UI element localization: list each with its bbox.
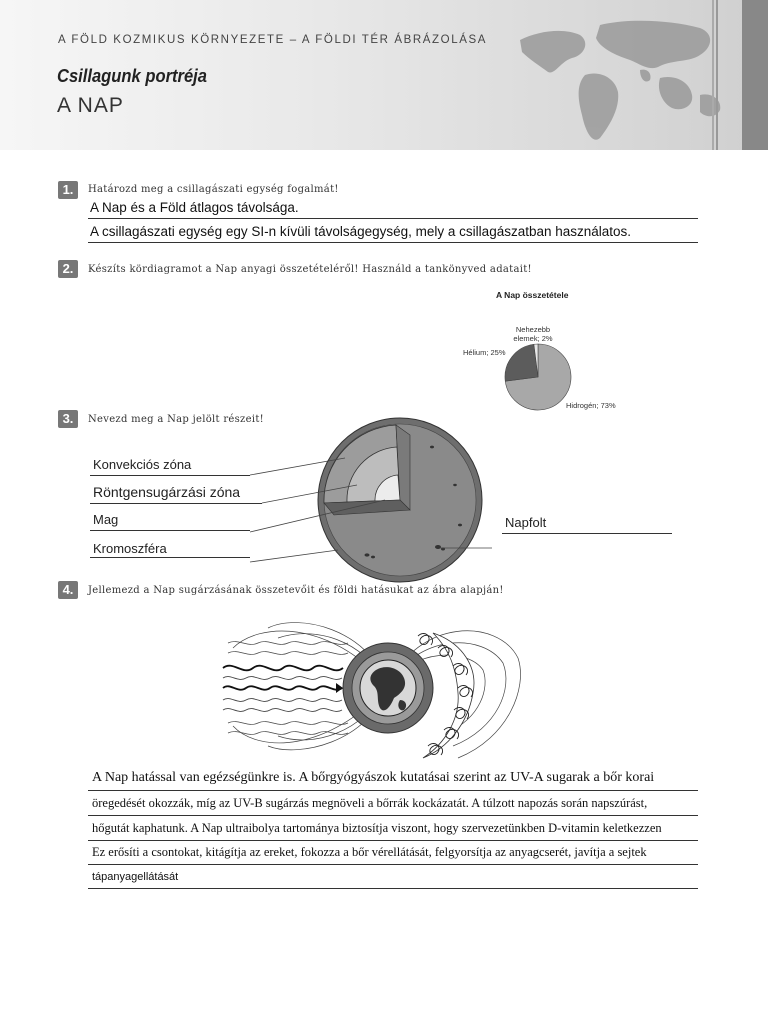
label-sunspot: Napfolt bbox=[505, 515, 547, 530]
lesson-subtitle: Csillagunk portréja bbox=[57, 66, 208, 86]
answer-line bbox=[502, 533, 672, 534]
chart-title: A Nap összetétele bbox=[496, 290, 569, 300]
task-4-question: Jellemezd a Nap sugárzásának összetevőit és földi hatásukat az ábra alapján! bbox=[88, 585, 504, 596]
task-4-answer-line-4: Ez erősíti a csontokat, kitágítja az ereket, fokozza a bőr vérellátását, felgyorsítja az anyagcserét, javítja a sejtek bbox=[92, 845, 647, 859]
task-1-answer-1: A Nap és a Föld átlagos távolsága. bbox=[90, 200, 299, 215]
task-4-number: 4. bbox=[58, 581, 78, 599]
pie-label-heavy-elements: Nehezebb elemek; 2% bbox=[513, 325, 553, 343]
answer-line bbox=[90, 530, 250, 531]
label-chromosphere: Kromoszféra bbox=[93, 541, 167, 556]
label-convection-zone: Konvekciós zóna bbox=[93, 457, 192, 472]
magnetosphere-diagram bbox=[218, 608, 538, 768]
label-core: Mag bbox=[93, 512, 119, 527]
answer-line bbox=[88, 888, 698, 889]
pie-label-hydrogen: Hidrogén; 73% bbox=[566, 401, 616, 410]
task-4-answer-line-5: tápanyagellátását bbox=[92, 871, 179, 883]
answer-line bbox=[90, 557, 250, 558]
task-4-answer-line-1: A Nap hatással van egézségünkre is. A bőrgyógyászok kutatásai szerint az UV-A sugarak a bőr korai bbox=[92, 770, 655, 785]
answer-line bbox=[90, 503, 262, 504]
pie-label-helium: Hélium; 25% bbox=[463, 348, 506, 357]
lesson-title: A NAP bbox=[57, 94, 124, 117]
task-4-answer-line-2: öregedését okozzák, míg az UV-B sugárzás megnöveli a bőrrák kockázatát. A túlzott napozás során napszúrást, bbox=[92, 796, 648, 810]
task-1-answer-2: A csillagászati egység egy SI-n kívüli távolságegység, mely a csillagászatban használatos. bbox=[90, 224, 632, 239]
answer-line bbox=[88, 790, 698, 791]
answer-line bbox=[88, 815, 698, 816]
task-3-question: Nevezd meg a Nap jelölt részeit! bbox=[88, 414, 264, 425]
task-3-number: 3. bbox=[58, 410, 78, 428]
answer-line bbox=[88, 840, 698, 841]
task-1-number: 1. bbox=[58, 181, 78, 199]
task-1-question: Határozd meg a csillagászati egység fogalmát! bbox=[88, 184, 339, 195]
task-2-question: Készíts kördiagramot a Nap anyagi összetételéről! Használd a tankönyved adatait! bbox=[88, 264, 532, 275]
answer-line bbox=[90, 475, 250, 476]
task-4-answer-line-3: hőgutát kaphatunk. A Nap ultraibolya tartománya biztosítja viszont, hogy szervezetünkben D-vitamin keletkezzen bbox=[92, 821, 662, 835]
answer-line bbox=[88, 864, 698, 865]
task-2-number: 2. bbox=[58, 260, 78, 278]
label-radiation-zone: Röntgensugárzási zóna bbox=[93, 484, 241, 500]
chapter-title: A FÖLD KOZMIKUS KÖRNYEZETE – A FÖLDI TÉR ÁBRÁZOLÁSA bbox=[58, 34, 488, 46]
